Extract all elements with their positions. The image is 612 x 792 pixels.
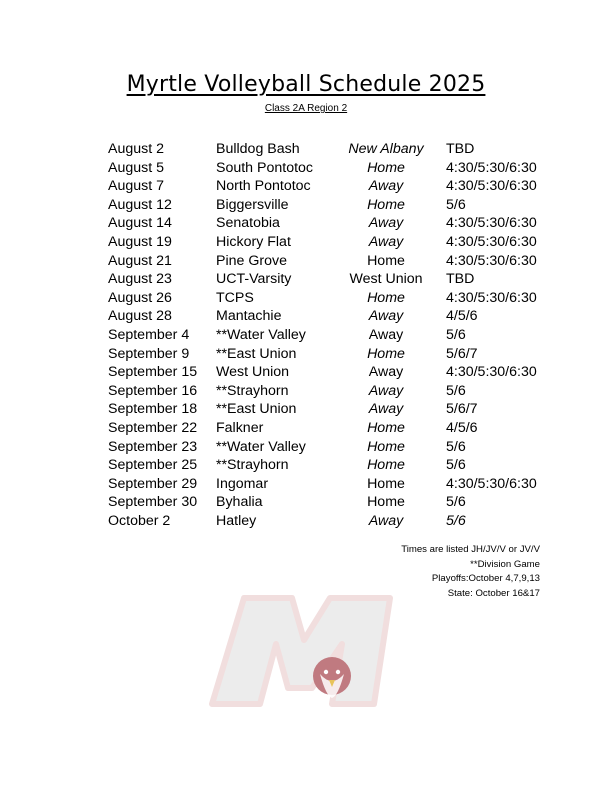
schedule-row	[108, 252, 548, 271]
game-times: 5/6/7	[446, 345, 478, 362]
game-times: 4:30/5:30/6:30	[446, 159, 537, 176]
game-date: September 4	[108, 326, 190, 343]
page-subtitle: Class 2A Region 2	[264, 103, 348, 114]
schedule-row	[108, 400, 548, 419]
note-playoffs: Playoffs:October 4,7,9,13	[431, 573, 540, 584]
game-date: August 12	[108, 196, 172, 213]
game-location: Home	[367, 419, 405, 436]
schedule-row	[108, 177, 548, 196]
game-times: 5/6	[446, 382, 466, 399]
schedule-row	[108, 493, 548, 512]
game-date: August 5	[108, 159, 165, 176]
game-times: 5/6	[446, 512, 466, 529]
game-location: Away	[368, 178, 404, 195]
game-date: September 15	[108, 364, 198, 381]
game-opponent: Byhalia	[216, 494, 263, 511]
game-opponent: TCPS	[216, 289, 254, 306]
game-times: TBD	[446, 141, 475, 157]
schedule-row	[108, 270, 548, 289]
game-location: West Union	[349, 271, 423, 288]
game-times: 4:30/5:30/6:30	[446, 364, 537, 381]
game-location: Away	[368, 308, 404, 325]
game-times: 4:30/5:30/6:30	[446, 215, 537, 232]
game-location: Home	[367, 494, 405, 511]
game-times: 4:30/5:30/6:30	[446, 252, 537, 269]
page-title: Myrtle Volleyball Schedule 2025	[126, 72, 486, 97]
game-times: 5/6	[446, 196, 466, 213]
game-date: August 28	[108, 308, 172, 325]
game-location: Away	[368, 364, 404, 381]
schedule-row	[108, 512, 548, 531]
game-opponent: Mantachie	[216, 308, 282, 325]
game-date: August 26	[108, 289, 172, 306]
game-location: Away	[368, 326, 404, 343]
game-date: October 2	[108, 512, 171, 529]
game-date: August 21	[108, 252, 172, 269]
game-location: Home	[367, 159, 405, 176]
game-date: September 30	[108, 494, 198, 511]
game-date: August 7	[108, 178, 165, 195]
game-opponent: Hickory Flat	[216, 233, 291, 250]
game-opponent: North Pontotoc	[216, 178, 311, 195]
game-opponent: **East Union	[216, 345, 297, 362]
game-times: 4/5/6	[446, 308, 478, 325]
schedule-row	[108, 382, 548, 401]
schedule-notes	[401, 543, 540, 601]
game-opponent: Ingomar	[216, 475, 269, 492]
game-times: 4:30/5:30/6:30	[446, 178, 537, 195]
game-location: Home	[367, 475, 405, 492]
game-location: Home	[367, 252, 405, 269]
game-location: Home	[367, 345, 405, 362]
game-date: September 25	[108, 457, 198, 474]
schedule-row	[108, 438, 548, 457]
game-date: August 23	[108, 271, 172, 288]
schedule-row	[108, 196, 548, 215]
game-opponent: Senatobia	[216, 215, 280, 232]
game-location: Away	[368, 215, 404, 232]
game-date: September 23	[108, 438, 198, 455]
game-times: 5/6	[446, 494, 466, 511]
game-location: Home	[367, 438, 405, 455]
game-date: September 18	[108, 401, 198, 418]
game-location: Away	[368, 382, 404, 399]
game-opponent: **Water Valley	[216, 438, 306, 455]
game-opponent: **East Union	[216, 401, 297, 418]
schedule-row	[108, 289, 548, 308]
game-opponent: Pine Grove	[216, 252, 287, 269]
schedule-table	[108, 140, 548, 530]
game-times: TBD	[446, 271, 475, 288]
game-location: Away	[368, 401, 404, 418]
schedule-row	[108, 456, 548, 475]
game-opponent: Biggersville	[216, 196, 289, 213]
schedule-row	[108, 159, 548, 178]
game-date: September 16	[108, 382, 198, 399]
note-state: State: October 16&17	[447, 587, 540, 599]
game-opponent: **Strayhorn	[216, 382, 289, 399]
game-opponent: Falkner	[216, 419, 264, 436]
note-division-game: **Division Game	[470, 558, 540, 570]
game-times: 4:30/5:30/6:30	[446, 289, 537, 306]
game-date: August 14	[108, 215, 172, 232]
game-opponent: South Pontotoc	[216, 159, 314, 176]
game-date: August 19	[108, 233, 172, 250]
game-times: 4/5/6	[446, 419, 478, 436]
schedule-row	[108, 345, 548, 364]
schedule-row	[108, 233, 548, 252]
schedule-row	[108, 307, 548, 326]
game-location: Away	[368, 233, 404, 250]
school-m-logo-icon	[204, 592, 404, 710]
game-opponent: **Strayhorn	[216, 457, 289, 474]
game-location: Home	[367, 457, 405, 474]
game-times: 5/6/7	[446, 401, 478, 418]
schedule-row	[108, 140, 548, 159]
game-times: 5/6	[446, 326, 466, 343]
schedule-row	[108, 363, 548, 382]
game-times: 4:30/5:30/6:30	[446, 233, 537, 250]
game-opponent: **Water Valley	[216, 326, 306, 343]
game-date: September 29	[108, 475, 198, 492]
game-opponent: West Union	[216, 364, 290, 381]
game-location: Home	[367, 289, 405, 306]
game-date: August 2	[108, 141, 165, 157]
game-date: September 22	[108, 419, 198, 436]
game-date: September 9	[108, 345, 190, 362]
logo-letter-m	[212, 598, 390, 704]
schedule-body	[108, 140, 548, 530]
game-location: Away	[368, 512, 404, 529]
game-opponent: Bulldog Bash	[216, 141, 300, 157]
schedule-row	[108, 214, 548, 233]
schedule-row	[108, 326, 548, 345]
game-opponent: UCT-Varsity	[216, 271, 292, 288]
game-location: New Albany	[348, 141, 424, 157]
game-times: 4:30/5:30/6:30	[446, 475, 537, 492]
game-opponent: Hatley	[216, 512, 257, 529]
schedule-row	[108, 419, 548, 438]
note-times-format: Times are listed JH/JV/V or JV/V	[401, 544, 540, 555]
schedule-row	[108, 475, 548, 494]
game-location: Home	[367, 196, 405, 213]
game-times: 5/6	[446, 438, 466, 455]
game-times: 5/6	[446, 457, 466, 474]
